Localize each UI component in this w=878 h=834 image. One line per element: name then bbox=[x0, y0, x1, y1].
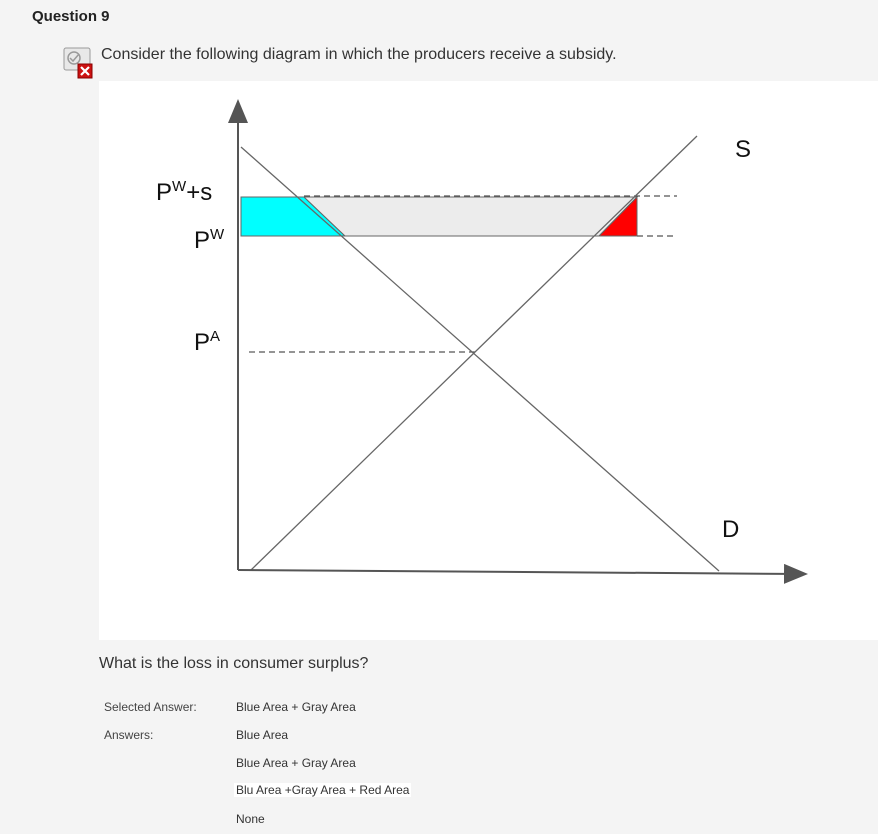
supply-label: S bbox=[735, 136, 752, 163]
answer-option-correct: Blu Area +Gray Area + Red Area bbox=[236, 783, 410, 797]
incorrect-x-icon bbox=[62, 46, 96, 80]
answer-option: Blue Area + Gray Area bbox=[236, 756, 356, 770]
gray-area bbox=[304, 197, 637, 236]
selected-answer-label: Selected Answer: bbox=[104, 700, 197, 714]
selected-answer-value: Blue Area + Gray Area bbox=[236, 700, 356, 714]
pw-label: $P^W$ bbox=[194, 226, 225, 254]
demand-label: D bbox=[722, 516, 740, 543]
sub-question: What is the loss in consumer surplus? bbox=[99, 655, 369, 672]
question-prompt: Consider the following diagram in which the producers receive a subsidy. bbox=[101, 46, 617, 63]
pw-plus-s-label: $P^W+s$ bbox=[156, 178, 213, 206]
subsidy-diagram bbox=[99, 81, 878, 640]
answer-option: None bbox=[236, 812, 265, 826]
question-title: Question 9 bbox=[32, 8, 110, 25]
pa-label: $P^A$ bbox=[194, 328, 221, 356]
answers-label: Answers: bbox=[104, 728, 154, 742]
answer-option: Blue Area bbox=[236, 728, 289, 742]
